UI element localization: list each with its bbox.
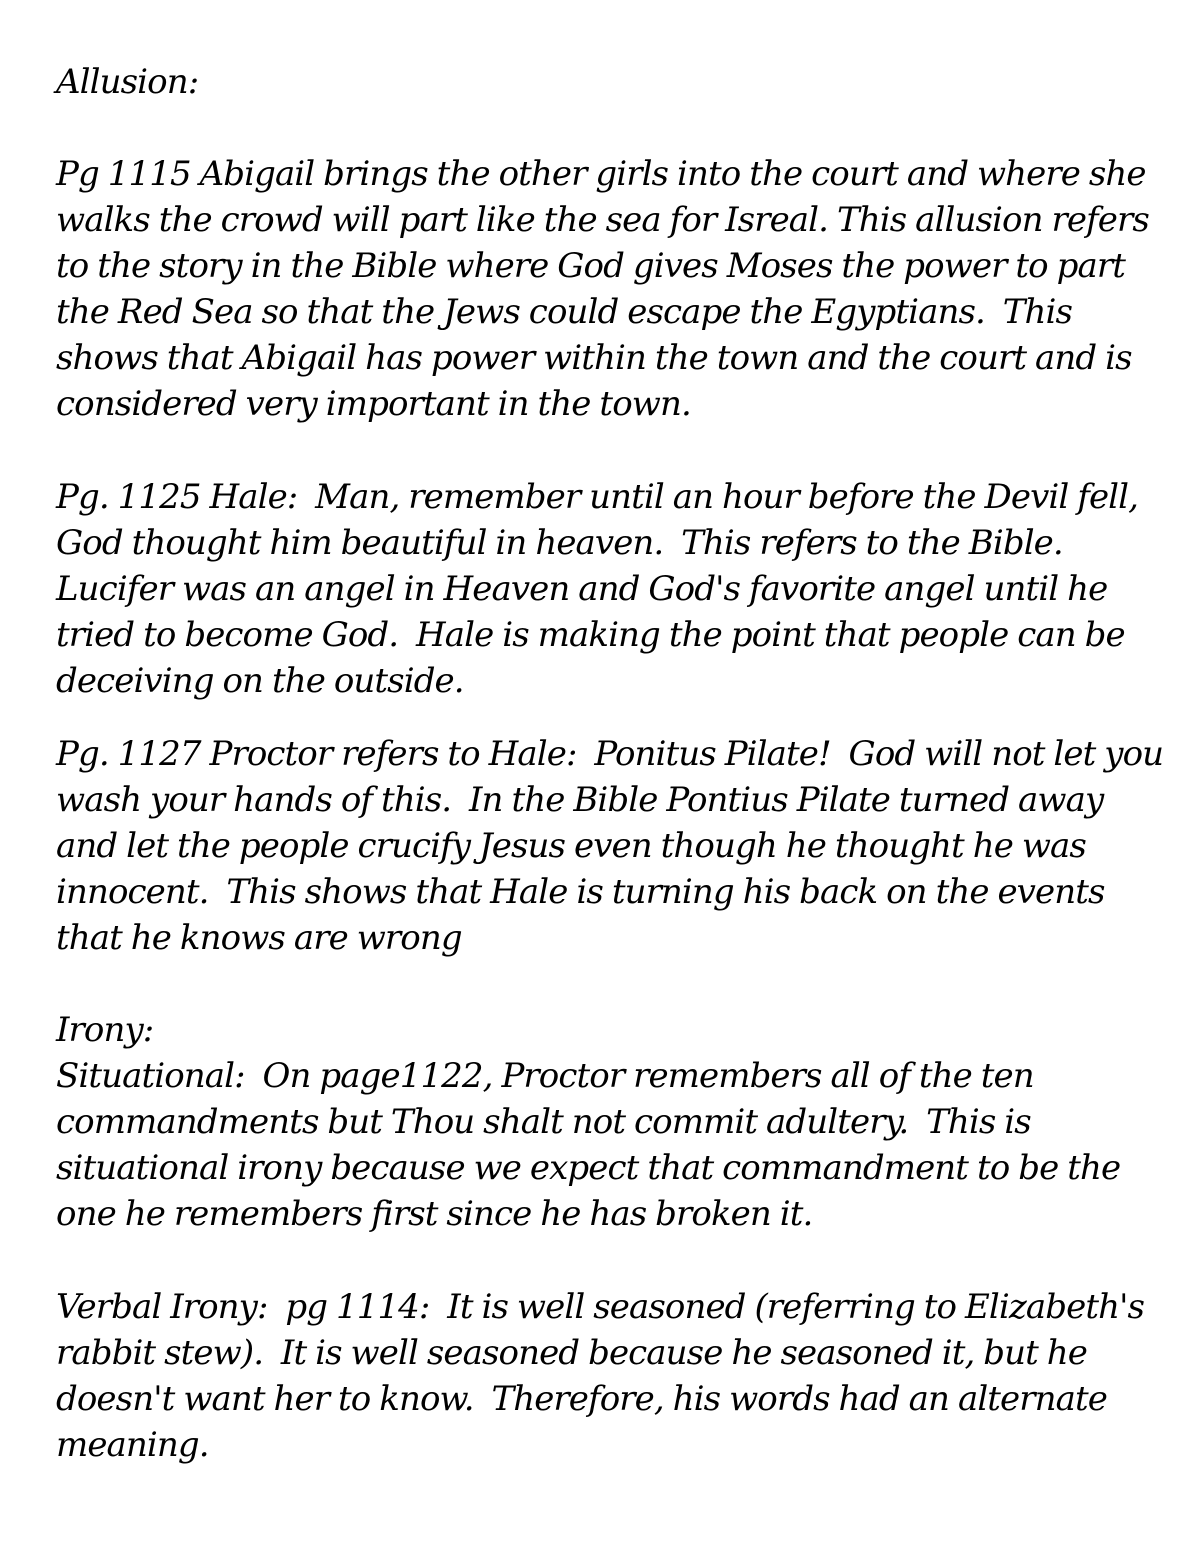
allusion-paragraph-pilate: Pg. 1127 Proctor refers to Hale: Ponitus Pilate! God will not let you wash your hands of this. In the Bible Pontius Pilate turned away and let the people crucify Jesus even though he thought he was innocent. This shows that Hale is turning his back on the events that he knows are wrong: [56, 734, 1173, 958]
irony-paragraph-verbal: Verbal Irony: pg 1114: It is well seasoned (referring to Elizabeth's rabbit stew). It is well seasoned because he seasoned it, but he doesn't want her to know. Therefore, his words had an alternate meaning.: [56, 1287, 1153, 1465]
irony-paragraph-situational: Situational: On page1122, Proctor remembers all of the ten commandments but Thou shalt not commit adultery. This is situational irony because we expect that commandment to be the one he remembers first since he has broken it.: [56, 1056, 1130, 1234]
allusion-heading: Allusion:: [56, 62, 199, 102]
irony-heading: Irony:: [56, 1010, 154, 1050]
allusion-paragraph-red-sea: Pg 1115 Abigail brings the other girls into the court and where she walks the crowd will part like the sea for Isreal. This allusion refers to the story in the Bible where God gives Moses the power to part the Red Sea so that the Jews could escape the Egyptians. This shows that Abigail has power within the town and the court and is considered very important in the town.: [56, 154, 1158, 424]
allusion-paragraph-devil: Pg. 1125 Hale: Man, remember until an hour before the Devil fell, God thought him beautiful in heaven. This refers to the Bible. Lucifer was an angel in Heaven and God's favorite angel until he tried to become God. Hale is making the point that people can be deceiving on the outside.: [56, 477, 1147, 701]
